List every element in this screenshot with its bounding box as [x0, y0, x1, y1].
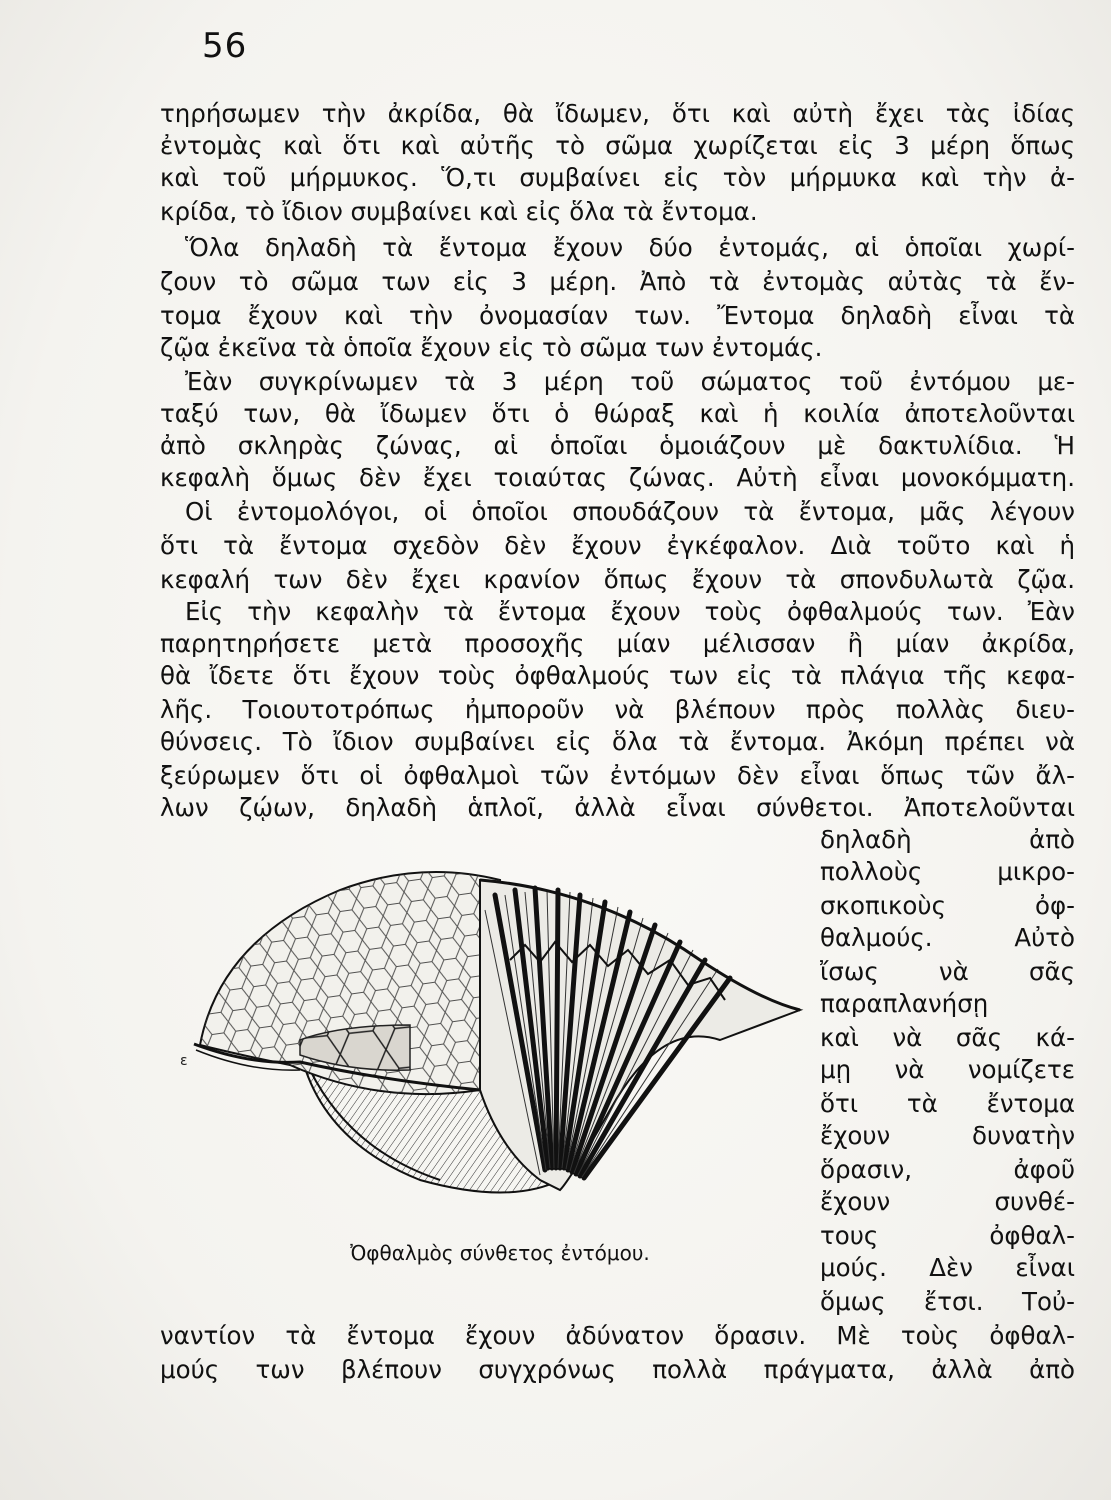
column-text-line: ἔχουν συνθέ- [820, 1187, 1075, 1216]
text-line: παρητηρήσετε μετὰ προσοχῆς μίαν μέλισσαν ἢ μίαν ἀκρίδα, [160, 629, 1075, 658]
column-text-line: ἔχουν δυνατὴν [820, 1121, 1075, 1150]
text-line: τομα ἔχουν καὶ τὴν ὀνομασίαν των. Ἔντομα δηλαδὴ εἶναι τὰ [160, 301, 1075, 330]
text-line: τηρήσωμεν τὴν ἀκρίδα, θὰ ἴδωμεν, ὅτι καὶ αὐτὴ ἔχει τὰς ἰδίας [160, 99, 1075, 128]
text-line: καὶ τοῦ μήρμυκος. Ὅ,τι συμβαίνει εἰς τὸν μήρμυκα καὶ τὴν ἀ- [160, 163, 1075, 192]
text-line: ἐντομὰς καὶ ὅτι καὶ αὐτῆς τὸ σῶμα χωρίζεται εἰς 3 μέρη ὅπως [160, 131, 1075, 160]
page-number: 56 [202, 26, 248, 66]
text-line: θύνσεις. Τὸ ἴδιον συμβαίνει εἰς ὅλα τὰ ἔντομα. Ἀκόμη πρέπει νὰ [160, 727, 1075, 756]
compound-eye-illustration [180, 850, 820, 1270]
text-line: ἀπὸ σκληρὰς ζώνας, αἱ ὁποῖαι ὁμοιάζουν μὲ δακτυλίδια. Ἡ [160, 431, 1075, 460]
column-text-line: σκοπικοὺς ὀφ- [820, 891, 1075, 920]
column-text-line: ἴσως νὰ σᾶς [820, 957, 1075, 986]
text-line: ταξύ των, θὰ ἴδωμεν ὅτι ὁ θώραξ καὶ ἡ κοιλία ἀποτελοῦνται [160, 399, 1075, 428]
text-line: λων ζῴων, δηλαδὴ ἁπλοῖ, ἀλλὰ εἶναι σύνθετοι. Ἀποτελοῦνται [160, 793, 1075, 822]
text-line: κρίδα, τὸ ἴδιον συμβαίνει καὶ εἰς ὅλα τὰ ἔντομα. [160, 197, 758, 226]
text-line: ξεύρωμεν ὅτι οἱ ὀφθαλμοὶ τῶν ἐντόμων δὲν εἶναι ὅπως τῶν ἄλ- [160, 761, 1075, 790]
text-line: Οἱ ἐντομολόγοι, οἱ ὁποῖοι σπουδάζουν τὰ ἔντομα, μᾶς λέγουν [185, 497, 1075, 526]
text-line: ζουν τὸ σῶμα των εἰς 3 μέρη. Ἀπὸ τὰ ἐντομὰς αὐτὰς τὰ ἔν- [160, 267, 1075, 296]
figure-caption: Ὀφθαλμὸς σύνθετος ἐντόμου. [350, 1241, 650, 1265]
column-text-line: καὶ νὰ σᾶς κά- [820, 1023, 1075, 1052]
column-text-line: θαλμούς. Αὐτὸ [820, 923, 1075, 952]
column-text-line: τους ὀφθαλ- [820, 1221, 1075, 1250]
svg-text:ε: ε [180, 1053, 188, 1069]
compound-eye-drawing [180, 850, 820, 1270]
text-line: λῆς. Τοιουτοτρόπως ἠμποροῦν νὰ βλέπουν πρὸς πολλὰς διευ- [160, 695, 1075, 724]
text-line: ζῷα ἐκεῖνα τὰ ὁποῖα ἔχουν εἰς τὸ σῶμα των ἐντομάς. [160, 333, 823, 362]
text-line: Ἐὰν συγκρίνωμεν τὰ 3 μέρη τοῦ σώματος τοῦ ἐντόμου με- [185, 367, 1075, 396]
column-text-line: δηλαδὴ ἀπὸ [820, 825, 1075, 854]
text-line: ναντίον τὰ ἔντομα ἔχουν ἀδύνατον ὅρασιν. Μὲ τοὺς ὀφθαλ- [160, 1321, 1075, 1350]
column-text-line: πολλοὺς μικρο- [820, 857, 1075, 886]
text-line: κεφαλή των δὲν ἔχει κρανίον ὅπως ἔχουν τὰ σπονδυλωτὰ ζῷα. [160, 565, 1075, 594]
text-line: ὅτι τὰ ἔντομα σχεδὸν δὲν ἔχουν ἐγκέφαλον. Διὰ τοῦτο καὶ ἡ [160, 531, 1075, 560]
text-line: Εἰς τὴν κεφαλὴν τὰ ἔντομα ἔχουν τοὺς ὀφθαλμούς των. Ἐὰν [185, 597, 1075, 626]
text-line: μούς των βλέπουν συγχρόνως πολλὰ πράγματα, ἀλλὰ ἀπὸ [160, 1355, 1075, 1384]
text-line: θὰ ἴδετε ὅτι ἔχουν τοὺς ὀφθαλμούς των εἰς τὰ πλάγια τῆς κεφα- [160, 661, 1075, 690]
column-text-line: ὅτι τὰ ἔντομα [820, 1089, 1075, 1118]
text-line: Ὅλα δηλαδὴ τὰ ἔντομα ἔχουν δύο ἐντομάς, αἱ ὁποῖαι χωρί- [185, 233, 1075, 262]
column-text-line: ὅμως ἔτσι. Τοὐ- [820, 1287, 1075, 1316]
column-text-line: ὅρασιν, ἀφοῦ [820, 1155, 1075, 1184]
column-text-line: μῃ νὰ νομίζετε [820, 1055, 1075, 1084]
column-text-line: παραπλανήσῃ [820, 989, 989, 1018]
text-line: κεφαλὴ ὅμως δὲν ἔχει τοιαύτας ζώνας. Αὐτὴ εἶναι μονοκόμματη. [160, 463, 1075, 492]
column-text-line: μούς. Δὲν εἶναι [820, 1253, 1075, 1282]
